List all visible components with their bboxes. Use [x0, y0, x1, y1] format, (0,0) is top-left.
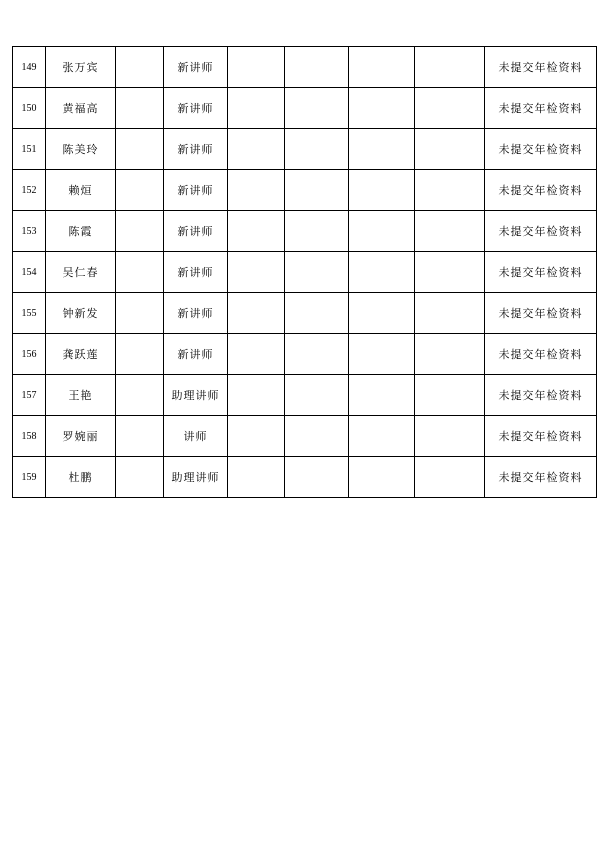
cell-spacer3	[285, 170, 349, 211]
table-row	[13, 416, 597, 457]
cell-spacer4	[349, 129, 415, 170]
cell-name: 赖烜	[46, 170, 116, 211]
cell-spacer4	[349, 375, 415, 416]
cell-num: 155	[13, 293, 46, 334]
cell-spacer2	[228, 47, 285, 88]
cell-name: 王艳	[46, 375, 116, 416]
cell-spacer1	[116, 416, 164, 457]
cell-spacer5	[415, 416, 485, 457]
cell-num: 158	[13, 416, 46, 457]
table-row	[13, 129, 597, 170]
cell-title: 助理讲师	[164, 375, 228, 416]
cell-name: 张万宾	[46, 47, 116, 88]
cell-spacer4	[349, 293, 415, 334]
cell-num: 154	[13, 252, 46, 293]
cell-spacer2	[228, 88, 285, 129]
cell-spacer5	[415, 457, 485, 498]
cell-spacer4	[349, 416, 415, 457]
cell-spacer5	[415, 293, 485, 334]
cell-spacer3	[285, 457, 349, 498]
table-row	[13, 211, 597, 252]
cell-status: 未提交年检资料	[485, 457, 597, 498]
cell-num: 150	[13, 88, 46, 129]
table-row	[13, 47, 597, 88]
cell-spacer5	[415, 375, 485, 416]
cell-name: 陈美玲	[46, 129, 116, 170]
cell-spacer2	[228, 129, 285, 170]
cell-status: 未提交年检资料	[485, 293, 597, 334]
cell-status: 未提交年检资料	[485, 252, 597, 293]
cell-title: 新讲师	[164, 88, 228, 129]
cell-name: 罗婉丽	[46, 416, 116, 457]
cell-title: 助理讲师	[164, 457, 228, 498]
cell-num: 151	[13, 129, 46, 170]
cell-spacer4	[349, 47, 415, 88]
cell-title: 新讲师	[164, 47, 228, 88]
cell-spacer3	[285, 252, 349, 293]
cell-status: 未提交年检资料	[485, 211, 597, 252]
cell-spacer1	[116, 170, 164, 211]
cell-spacer4	[349, 88, 415, 129]
teacher-table-body	[13, 47, 597, 498]
cell-title: 新讲师	[164, 293, 228, 334]
cell-spacer5	[415, 47, 485, 88]
table-row	[13, 88, 597, 129]
cell-spacer4	[349, 457, 415, 498]
cell-spacer1	[116, 375, 164, 416]
cell-num: 153	[13, 211, 46, 252]
cell-spacer3	[285, 416, 349, 457]
cell-num: 152	[13, 170, 46, 211]
cell-spacer3	[285, 211, 349, 252]
cell-num: 159	[13, 457, 46, 498]
table-row	[13, 375, 597, 416]
cell-spacer1	[116, 457, 164, 498]
cell-spacer1	[116, 47, 164, 88]
cell-spacer4	[349, 170, 415, 211]
cell-spacer2	[228, 293, 285, 334]
cell-spacer2	[228, 457, 285, 498]
cell-status: 未提交年检资料	[485, 47, 597, 88]
cell-spacer1	[116, 252, 164, 293]
cell-spacer1	[116, 129, 164, 170]
cell-spacer3	[285, 47, 349, 88]
cell-status: 未提交年检资料	[485, 88, 597, 129]
cell-spacer2	[228, 252, 285, 293]
cell-spacer3	[285, 293, 349, 334]
cell-num: 149	[13, 47, 46, 88]
table-row	[13, 334, 597, 375]
cell-spacer2	[228, 170, 285, 211]
cell-spacer1	[116, 293, 164, 334]
cell-status: 未提交年检资料	[485, 170, 597, 211]
cell-spacer3	[285, 375, 349, 416]
cell-title: 新讲师	[164, 211, 228, 252]
cell-name: 陈霞	[46, 211, 116, 252]
cell-num: 157	[13, 375, 46, 416]
cell-name: 杜鹏	[46, 457, 116, 498]
cell-status: 未提交年检资料	[485, 334, 597, 375]
cell-spacer1	[116, 334, 164, 375]
cell-title: 讲师	[164, 416, 228, 457]
cell-name: 黄福高	[46, 88, 116, 129]
cell-spacer5	[415, 334, 485, 375]
cell-spacer1	[116, 211, 164, 252]
cell-name: 龚跃莲	[46, 334, 116, 375]
cell-spacer4	[349, 211, 415, 252]
cell-num: 156	[13, 334, 46, 375]
table-row	[13, 252, 597, 293]
cell-spacer2	[228, 211, 285, 252]
cell-spacer3	[285, 334, 349, 375]
cell-spacer5	[415, 88, 485, 129]
cell-name: 钟新发	[46, 293, 116, 334]
cell-status: 未提交年检资料	[485, 416, 597, 457]
cell-spacer2	[228, 416, 285, 457]
cell-title: 新讲师	[164, 170, 228, 211]
cell-spacer2	[228, 375, 285, 416]
teacher-roster-table	[12, 46, 597, 498]
cell-spacer4	[349, 252, 415, 293]
cell-spacer5	[415, 129, 485, 170]
cell-spacer5	[415, 211, 485, 252]
cell-spacer4	[349, 334, 415, 375]
cell-spacer2	[228, 334, 285, 375]
cell-status: 未提交年检资料	[485, 375, 597, 416]
cell-spacer5	[415, 252, 485, 293]
cell-spacer3	[285, 129, 349, 170]
table-row	[13, 457, 597, 498]
cell-spacer5	[415, 170, 485, 211]
table-row	[13, 293, 597, 334]
cell-title: 新讲师	[164, 334, 228, 375]
cell-name: 吴仁春	[46, 252, 116, 293]
cell-spacer3	[285, 88, 349, 129]
cell-title: 新讲师	[164, 129, 228, 170]
cell-status: 未提交年检资料	[485, 129, 597, 170]
table-row	[13, 170, 597, 211]
cell-spacer1	[116, 88, 164, 129]
cell-title: 新讲师	[164, 252, 228, 293]
